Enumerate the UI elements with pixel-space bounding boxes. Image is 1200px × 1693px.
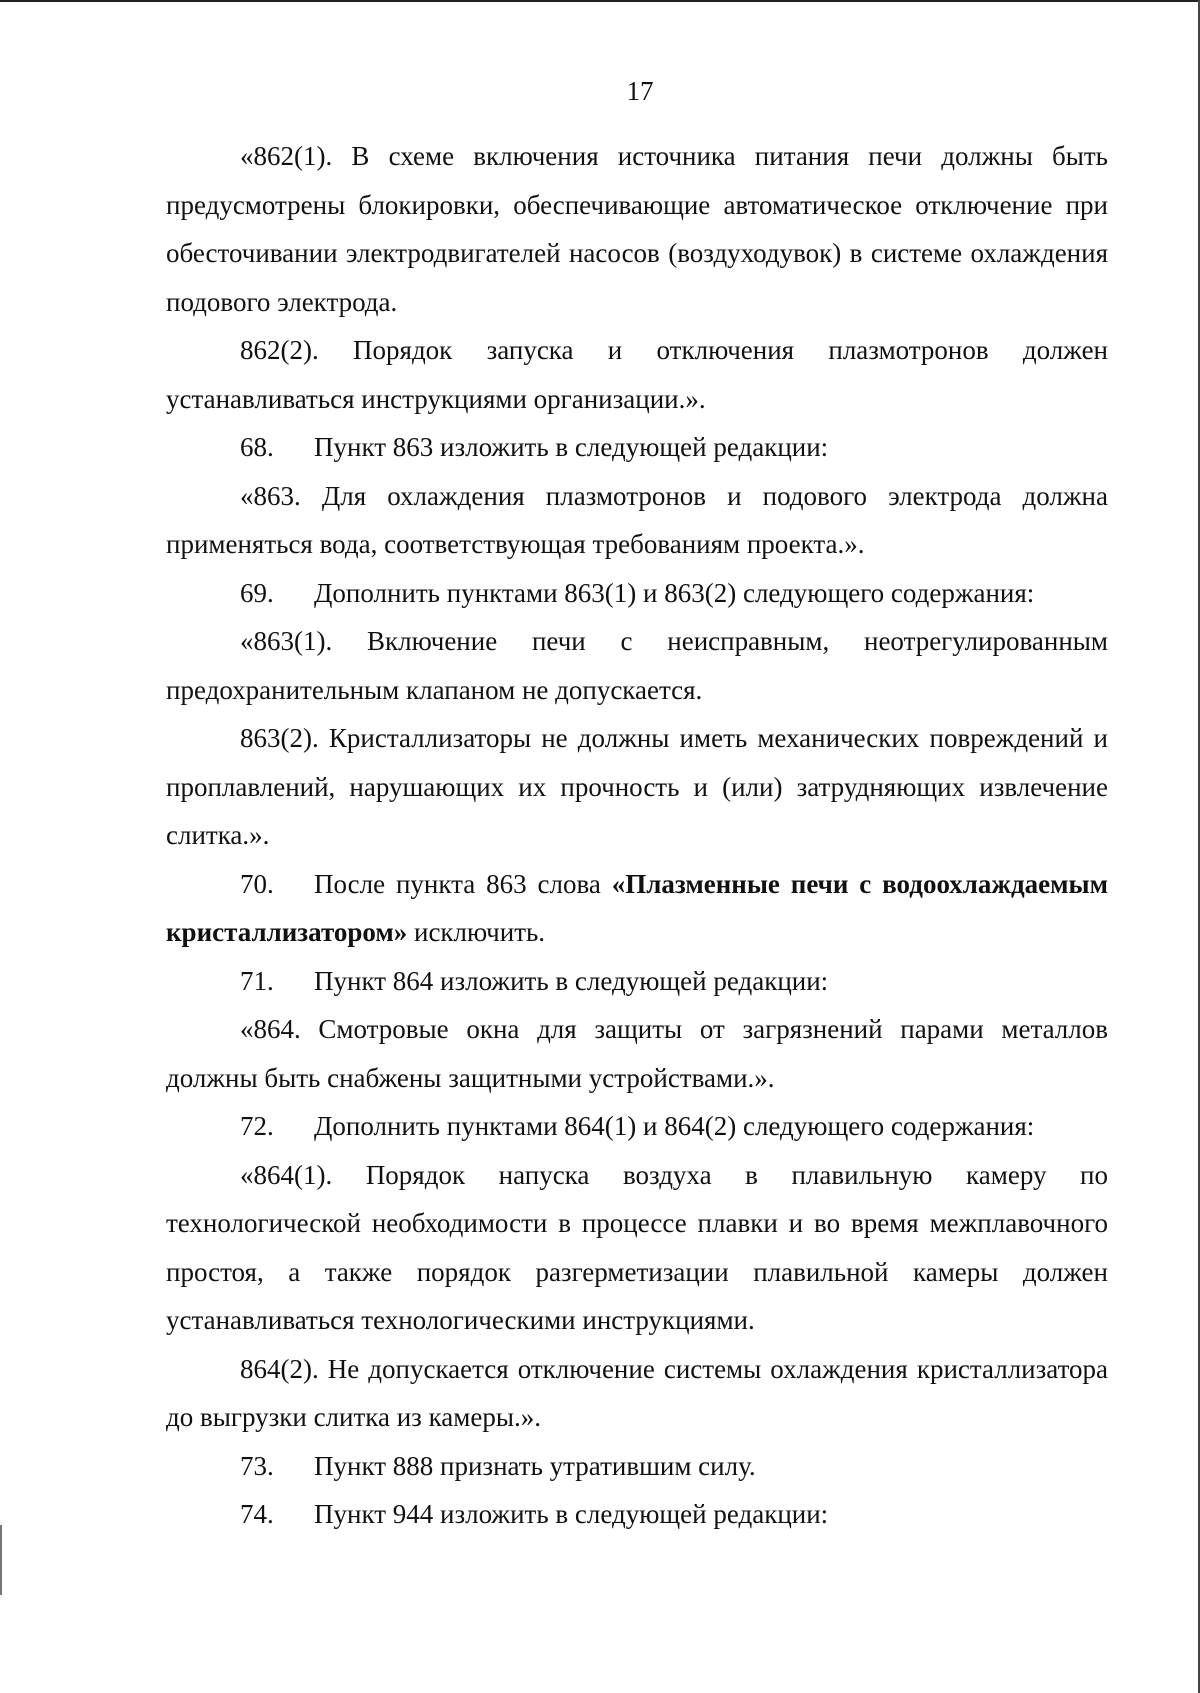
- paragraph-864-2: 864(2). Не допускается отключение системы охлаждения кристаллизатора до выгрузки слитка из камеры.».: [166, 1353, 1108, 1432]
- item-73: [166, 1442, 1108, 1491]
- item-text-post: исключить.: [407, 917, 546, 947]
- item-text: Дополнить пунктами 863(1) и 863(2) следующего содержания:: [314, 577, 1035, 608]
- item-text: Дополнить пунктами 864(1) и 864(2) следующего содержания:: [314, 1111, 1035, 1141]
- paragraph-864-1: «864(1). Порядок напуска воздуха в плавильную камеру по технологической необходимости в процессе плавки и во время межплавочного простоя, а также порядок разгерметизации плавильной камеры должен устанавливаться технологическими инструкциями.: [166, 1159, 1108, 1335]
- paragraph-863: «863. Для охлаждения плазмотронов и подового электрода должна применяться вода, соответствующая требованиям проекта.».: [166, 480, 1108, 559]
- item-number: 70.: [240, 868, 274, 899]
- item-68: [166, 423, 1108, 472]
- item-number: 72.: [240, 1111, 274, 1141]
- paragraph-864: «864. Смотровые окна для защиты от загрязнений парами металлов должны быть снабжены защитными устройствами.».: [166, 1014, 1108, 1093]
- item-74: [166, 1490, 1108, 1539]
- item-text-pre: После пункта 863 слова: [314, 868, 612, 899]
- item-number: 74.: [240, 1499, 274, 1529]
- item-text: Пункт 944 изложить в следующей редакции:: [314, 1499, 829, 1529]
- paragraph-862-1: «862(1). В схеме включения источника питания печи должны быть предусмотрены блокировки, обеспечивающие автоматическое отключение при обесточивании электродвигателей насосов (воздуходувок) в системе охлаждения подового электрода.: [166, 141, 1108, 317]
- scan-edge-mark: [0, 1525, 2, 1595]
- item-number: 68.: [240, 432, 274, 462]
- item-70: [166, 860, 1108, 957]
- item-text: Пункт 888 признать утратившим силу.: [314, 1450, 756, 1481]
- item-number: 71.: [240, 965, 274, 996]
- item-71: [166, 957, 1108, 1006]
- scan-edge-top: [0, 0, 1200, 2]
- document-body: [166, 132, 1108, 1539]
- item-text: Пункт 864 изложить в следующей редакции:: [314, 965, 829, 996]
- item-text: Пункт 863 изложить в следующей редакции:: [314, 432, 829, 462]
- paragraph-863-2: 863(2). Кристаллизаторы не должны иметь механических повреждений и проплавлений, нарушающих их прочность и (или) затрудняющих извлечение слитка.».: [166, 723, 1108, 850]
- item-69: [166, 569, 1108, 618]
- item-text-bold: «Плазменные печи с водоохлаждаемым кристаллизатором»: [166, 868, 1108, 947]
- paragraph-862-2: 862(2). Порядок запуска и отключения плазмотронов должен устанавливаться инструкциями организации.».: [166, 335, 1108, 414]
- page-number: 17: [626, 76, 654, 106]
- item-number: 73.: [240, 1450, 274, 1481]
- item-72: [166, 1102, 1108, 1151]
- item-number: 69.: [240, 577, 274, 608]
- paragraph-863-1: «863(1). Включение печи с неисправным, неотрегулированным предохранительным клапаном не допускается.: [166, 626, 1108, 705]
